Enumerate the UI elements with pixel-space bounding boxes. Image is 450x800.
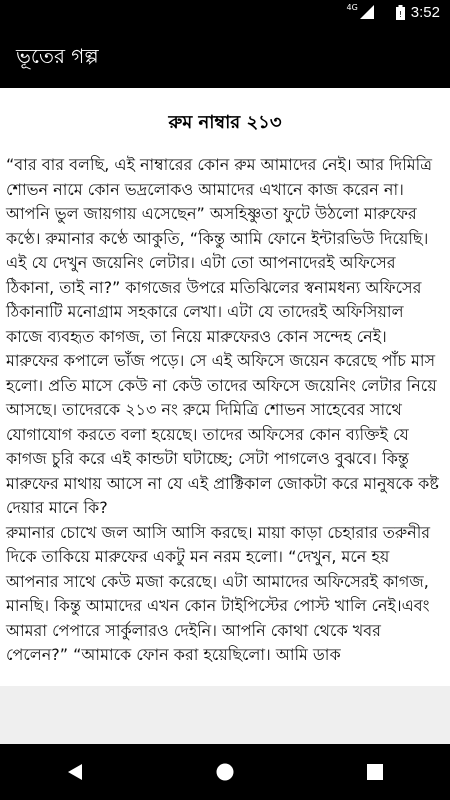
status-time: 3:52 bbox=[410, 3, 440, 21]
app-title: ভূতের গল্প bbox=[16, 44, 99, 68]
wifi-icon bbox=[380, 5, 390, 19]
story-scroll-view[interactable] bbox=[0, 88, 450, 686]
back-button[interactable] bbox=[45, 744, 105, 800]
network-type-label: 4G bbox=[346, 2, 358, 12]
story-title: রুম নাম্বার ২১৩ bbox=[168, 112, 282, 133]
blank-footer-area bbox=[0, 686, 450, 744]
home-icon bbox=[215, 762, 235, 782]
signal-icon bbox=[360, 5, 374, 19]
home-button[interactable] bbox=[195, 744, 255, 800]
navigation-bar bbox=[0, 744, 450, 800]
story-body: “বার বার বলছি, এই নাম্বারের কোন রুম আমাদের নেই। আর দিমিত্রি শোভন নামে কোন ভদ্রলোকও আমাদের এখানে কাজ করেন না। আপনি ভুল জায়গায় এসেছেন” অসহিষ্ণুতা ফুটে উঠলো মারুফের কণ্ঠে। রুমানার কণ্ঠে আকুতি, “কিন্তু আমি ফোনে ইন্টারভিউ দিয়েছি। এই যে দেখুন জয়েনিং লেটার। এটা তো আপনাদেরই অফিসের ঠিকানা, তাই না?” কাগজের উপরে মতিঝিলের স্বনামধন্য অফিসের ঠিকানাটি মনোগ্রাম সহকারে লেখা। এটা যে তাদেরই অফিসিয়াল কাজে ব্যবহৃত কাগজ, তা নিয়ে মারুফেরও কোন সন্দেহ নেই। মারুফের কপালে ভাঁজ পড়ে। সে এই অফিসে জয়েন করেছে পাঁচ মাস হলো। প্রতি মাসে কেউ না কেউ তাদের অফিসে জয়েনিং লেটার নিয়ে আসছে। তাদেরকে ২১৩ নং রুমে দিমিত্রি শোভন সাহেবের সাথে যোগাযোগ করতে বলা হয়েছে। তাদের অফিসের কোন ব্যক্তিই যে কাগজ চুরি করে এই কান্ডটা ঘটাচ্ছে; সেটা পাগলেও বুঝবে। কিন্তু মারুফের মাথায় আসে না যে এই প্রাক্টিকাল জোকটা করে মানুষকে কষ্ট দেয়ার মানে কি? রুমানার চোখে জল আসি আসি করছে। মায়া কাড়া চেহারার তরুনীর দিকে তাকিয়ে মারুফের একটু মন নরম হলো। “দেখুন, মনে হয় আপনার সাথে কেউ মজা করেছে। এটা আমাদের অফিসেরই কাগজ, মানছি। কিন্তু আমাদের এখন কোন টাইপিস্টের পোস্ট খালি নেই।এবং আমরা পেপারে সার্কুলারও দেইনি। আপনি কোথা থেকে খবর পেলেন?” “আমাকে ফোন করা হয়েছিলো। আমি ডাক bbox=[6, 155, 439, 664]
svg-text:!: ! bbox=[398, 9, 402, 19]
recents-button[interactable] bbox=[345, 744, 405, 800]
status-icons bbox=[347, 0, 441, 24]
status-bar bbox=[0, 0, 450, 24]
recents-icon bbox=[366, 763, 384, 781]
battery-icon bbox=[396, 5, 405, 20]
back-icon bbox=[66, 762, 84, 782]
app-bar bbox=[0, 24, 450, 88]
